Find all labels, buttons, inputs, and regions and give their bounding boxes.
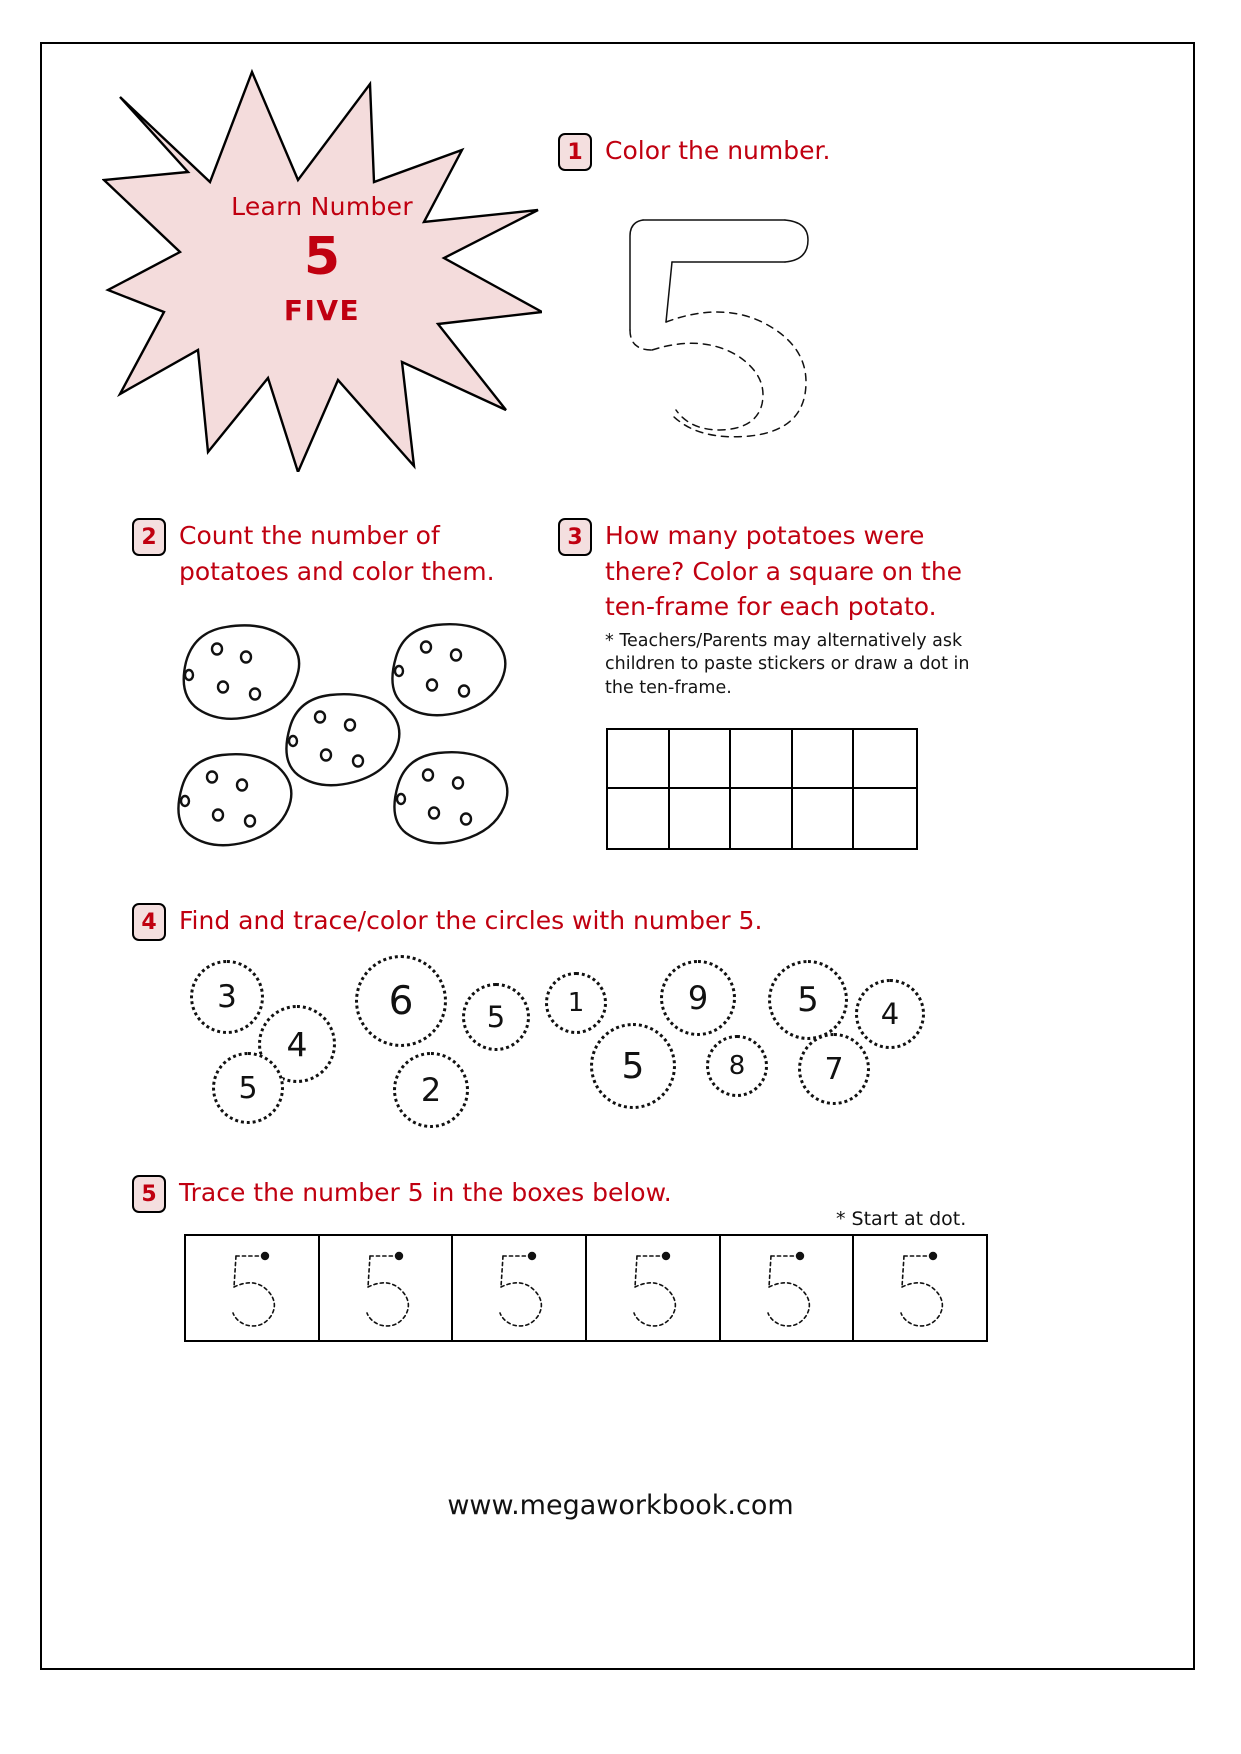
number-circle-8[interactable] xyxy=(706,1035,768,1097)
trace-box[interactable] xyxy=(320,1236,454,1340)
number-circle-5[interactable] xyxy=(462,983,530,1051)
step-badge-4: 4 xyxy=(132,903,166,941)
circle-number-label: 2 xyxy=(420,1071,442,1109)
instruction-5: Trace the number 5 in the boxes below. xyxy=(179,1178,672,1207)
trace-boxes-row xyxy=(184,1234,988,1342)
potato-4 xyxy=(178,754,291,845)
number-circle-5[interactable] xyxy=(590,1023,676,1109)
ten-frame-cell[interactable] xyxy=(854,730,916,789)
step-badge-5: 5 xyxy=(132,1175,166,1213)
trace-box[interactable] xyxy=(587,1236,721,1340)
start-dot xyxy=(662,1252,670,1260)
instruction-4: Find and trace/color the circles with number 5. xyxy=(179,906,763,935)
start-dot xyxy=(261,1252,269,1260)
circle-number-label: 4 xyxy=(286,1024,308,1064)
outline-numeral-5[interactable] xyxy=(610,210,830,440)
circle-number-label: 5 xyxy=(238,1070,258,1106)
ten-frame-cell[interactable] xyxy=(731,730,793,789)
potato-5 xyxy=(394,752,507,843)
star-banner xyxy=(102,62,542,472)
trace-box[interactable] xyxy=(453,1236,587,1340)
number-circle-9[interactable] xyxy=(660,960,736,1036)
ten-frame-cell[interactable] xyxy=(670,789,732,848)
potato-3 xyxy=(286,694,399,785)
instruction-3: How many potatoes were there? Color a square on the ten-frame for each potato. xyxy=(605,521,963,621)
banner-numeral: 5 xyxy=(303,227,341,287)
number-circle-5[interactable] xyxy=(768,960,848,1040)
circle-number-label: 5 xyxy=(621,1045,645,1087)
circle-number-label: 6 xyxy=(388,978,414,1024)
trace-box[interactable] xyxy=(186,1236,320,1340)
ten-frame-cell[interactable] xyxy=(608,789,670,848)
trace-box[interactable] xyxy=(721,1236,855,1340)
step-badge-3: 3 xyxy=(558,518,592,556)
step-badge-2: 2 xyxy=(132,518,166,556)
number-circle-7[interactable] xyxy=(798,1033,870,1105)
banner-number-word: FIVE xyxy=(283,294,361,327)
start-dot xyxy=(394,1252,402,1260)
circle-number-label: 4 xyxy=(880,997,900,1031)
circle-number-label: 7 xyxy=(824,1051,844,1087)
instruction-1: Color the number. xyxy=(605,136,831,165)
start-dot xyxy=(929,1252,937,1260)
number-circle-3[interactable] xyxy=(190,960,264,1034)
ten-frame-cell[interactable] xyxy=(793,789,855,848)
number-circle-2[interactable] xyxy=(393,1052,469,1128)
circle-number-label: 8 xyxy=(728,1051,746,1081)
circle-number-label: 1 xyxy=(567,988,585,1018)
number-circle-4[interactable] xyxy=(855,979,925,1049)
potato-illustrations[interactable] xyxy=(160,605,560,855)
start-dot xyxy=(795,1252,803,1260)
section-4-find-circles xyxy=(132,903,932,941)
number-circle-5[interactable] xyxy=(212,1052,284,1124)
ten-frame-cell[interactable] xyxy=(854,789,916,848)
number-circle-1[interactable] xyxy=(545,972,607,1034)
instruction-2: Count the number of potatoes and color them. xyxy=(179,521,495,586)
ten-frame-cell[interactable] xyxy=(731,789,793,848)
section-2-count-potatoes xyxy=(132,518,552,589)
ten-frame-cell[interactable] xyxy=(670,730,732,789)
section-1-color-the-number xyxy=(558,133,830,171)
start-dot xyxy=(528,1252,536,1260)
circle-number-label: 5 xyxy=(486,1000,506,1034)
teacher-note: * Teachers/Parents may alternatively ask children to paste stickers or draw a dot in the ten-frame. xyxy=(605,630,970,698)
ten-frame-grid[interactable] xyxy=(606,728,918,850)
circle-number-label: 9 xyxy=(687,979,709,1017)
ten-frame-cell[interactable] xyxy=(793,730,855,789)
potato-2 xyxy=(392,624,505,715)
footer-website: www.megaworkbook.com xyxy=(447,1490,794,1521)
number-circle-6[interactable] xyxy=(355,955,447,1047)
circle-number-label: 3 xyxy=(217,979,237,1015)
number-circles-group xyxy=(190,955,950,1130)
start-at-dot-note: * Start at dot. xyxy=(836,1208,967,1230)
step-badge-1: 1 xyxy=(558,133,592,171)
potato-1 xyxy=(184,625,299,718)
banner-line-learn-number: Learn Number xyxy=(231,192,413,221)
ten-frame-cell[interactable] xyxy=(608,730,670,789)
section-3-ten-frame xyxy=(558,518,988,700)
trace-box[interactable] xyxy=(854,1236,986,1340)
section-5-trace-number xyxy=(132,1175,932,1213)
circle-number-label: 5 xyxy=(797,980,819,1020)
